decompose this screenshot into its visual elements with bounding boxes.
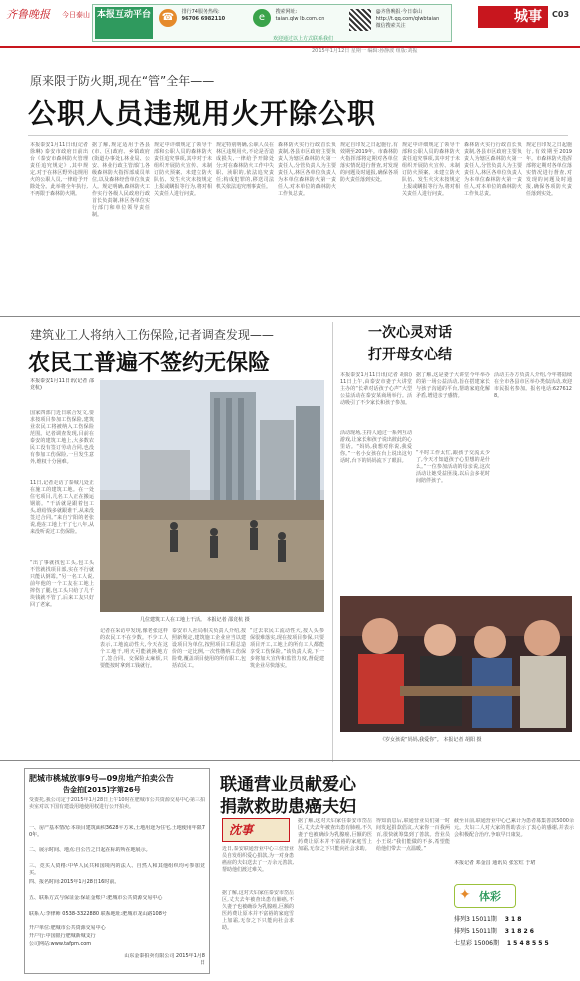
promo-banner [92, 4, 452, 42]
construction-photo-caption: 几位建筑工人在工地上干活。 本报记者 邵竞杭 摄 [140, 617, 250, 623]
lottery-label: 七星彩 15006期 [454, 940, 499, 947]
lottery-row [454, 938, 549, 947]
column-tag: 沈事 [229, 823, 254, 837]
promo-footer: 欢迎通过以上方式联系我们 [273, 36, 334, 42]
story4-col-3: 得知消息后,联通营业员们第一时间发起捐款倡议,大家你一百我两百,很快就筹集到了善款。营业员小王说:“我们能做的不多,希望能给他们带去一点温暖。” [376, 818, 450, 852]
lottery-row [454, 926, 534, 935]
story4-col-4: 截至目前,联通营业中心已累计为患者募集善款5000余元。夫妇二人对大家的帮助表示了衷心的感谢,并表示会积极配合治疗,争取早日康复。 [454, 818, 574, 838]
section-tag: 城事 [478, 6, 548, 28]
story2-col-1: 国家四部门近日联合发文,要求按项目参加工伤保险,建筑业农民工将被纳入工伤保险范围。记者调查发现,目前在泰安的建筑工地上,大多数农民工没有签订劳动合同,也没有参加工伤保险,一旦发生意外,维权十分困难。 [30, 410, 94, 465]
column-tag-box [222, 818, 290, 842]
lottery-numbers: 3 1 8 2 6 [504, 928, 534, 935]
story3-byline: 本报泰安1月11日讯(记者 胡阳) 11日上午,由泰安市妻子大讲堂主办的“长辈对话孩子心声”大型公益活动在泰安某商场举行。活动吸引了不少家长和孩子参加。 [340, 372, 412, 406]
masthead [0, 0, 580, 46]
story4-headline-1: 联通营业员献爱心 [220, 775, 356, 795]
hotline-label: 排行74服务热线: [181, 9, 220, 15]
story1-col-2: 据了解,规定适用于各县(市、区)政府、乡镇政府(街道办事处),林业局、公安、林业行政主管部门,各级森林防火指挥部成员单位,以及森林经营单位负责人。规定明确,森林防火工作实行各级人民政府行政首长负责制,林区各单位实行部门和单位领导责任制。 [92, 142, 150, 218]
web-label: 搜索网址: [275, 9, 298, 15]
auction-account: 开户单位:肥城市公共资源交易中心 [29, 925, 106, 931]
promo-title: 本报互动平台 [95, 7, 153, 39]
wechat-note: 微信搜索关注 [375, 23, 406, 29]
story1-col-1: 本报泰安1月11日讯(记者 徐琳) 泰安市政府日前出台《泰安市森林防火管理责任追究规定》,其中规定,对于在林区野外违规用火的公职人员,一律给予开除处分。此举将全年执行,不再限于森林防火期。 [30, 142, 88, 197]
lottery-numbers: 3 1 8 [504, 916, 522, 923]
auction-notice [24, 768, 210, 974]
story1-col-8: 森林防火实行行政首长负责制,各县市区政府主要负责人为辖区森林防火第一责任人,分管负责人为主要责任人,林区各单位负责人为本单位森林防火第一责任人,对本单位的森林防火工作负总责。 [464, 142, 522, 197]
web-url[interactable]: taian.qlw lb.com.cn [275, 16, 325, 22]
story1-col-5: 森林防火实行行政首长负责制,各县市区政府主要负责人为辖区森林防火第一责任人,分管负责人为主要责任人,林区各单位负责人为本单位森林防火第一责任人,对本单位的森林防火工作负总责。 [278, 142, 336, 197]
story2-kicker: 建筑业工人将纳入工伤保险,记者调查发现—— [30, 328, 274, 342]
story2-col-3: 泰安市人社局相关负责人介绍,按照新规定,建筑施工企业应当以建设项目为单位,按照项目工程总造价的一定比例,一次性缴纳工伤保险费,覆盖项目使用的所有职工,包括农民工。 [172, 628, 246, 669]
auction-item-4: 四、报名时间:2015年1月28日16时前。 [29, 879, 120, 885]
auction-bank: 开户行:中国银行肥城新城支行 [29, 933, 96, 939]
hotline-block [159, 9, 249, 35]
edition-name: 今日泰山 [62, 11, 90, 19]
story1-col-3: 规定中详细规定了领导干部和公职人员的森林防火责任追究事项,其中对于未组织开展防火宣传、未制订防火预案、未建立防火队伍、发生火灾未按规定上报或瞒报等行为,将对相关责任人进行问责。 [154, 142, 212, 197]
lottery-numbers: 1 5 4 8 5 5 5 [506, 940, 549, 947]
story3-col-2: 据了解,这是妻子大讲堂今年举办的第一场公益活动,旨在搭建家长与孩子沟通的平台,帮助家庭化解矛盾,增进亲子感情。 [416, 372, 490, 399]
phone-icon: ☎ [159, 9, 177, 27]
children-photo-image [340, 596, 572, 732]
story3-col-2b: “平时工作太忙,跟孩子交流太少了,今天才知道孩子心里想的是什么。”一位参加活动的母亲说,这次活动让她受益匪浅,以后会多花时间陪伴孩子。 [416, 450, 490, 484]
story4-headline-2: 捐款救助患癌夫妇 [220, 797, 356, 817]
story4-col-1: 近日,泰安联通营业中心三位营业员自发组织爱心捐款,为一对身患癌症的夫妇送去了一万余元善款,帮助他们渡过难关。 [222, 846, 294, 873]
auction-subtitle: 告金拍[2015]字第26号 [63, 786, 141, 794]
construction-photo-image [100, 380, 324, 612]
story2-col-4: “过去农民工流动性大,按人头参保很难落实,现在按项目参保,只要项目开工,工地上的所有工人都能享受工伤保险。”该负责人说,下一步将加大宣传和监管力度,督促建筑企业尽快落实。 [250, 628, 324, 669]
story3-headline-2: 打开母女心结 [368, 347, 452, 363]
story2-col-1c: “出了事就找包工头,包工头不管就找项目部,实在不行就只能认倒霉。”另一名工人说,前年他的一个工友在工地上摔伤了腿,包工头只给了几千块钱就不管了,后来工友只好回了老家。 [30, 560, 94, 608]
lottery-row [454, 914, 521, 923]
hotline-numbers: 96706 6982110 [181, 16, 226, 22]
story2-byline: 本报泰安1月11日讯(记者 邵竞杭) [30, 378, 94, 391]
story3-headline-1: 一次心灵对话 [368, 325, 452, 341]
story1-col-7: 规定中详细规定了领导干部和公职人员的森林防火责任追究事项,其中对于未组织开展防火宣传、未制订防火预案、未建立防火队伍、发生火灾未按规定上报或瞒报等行为,将对相关责任人进行问责。 [402, 142, 460, 197]
lottery-label: 排列5 15011期 [454, 928, 497, 935]
story2-col-2: 记者在采访中发现,像老张这样的农民工不在少数。不少工人表示,工地流动性大,今天在这个工地干,明天可能就换地方了,签合同、交保险太麻烦,只要能按时拿到工钱就行。 [100, 628, 168, 669]
story4-byline: 本报记者 邓金昌 通讯员 张宏红 于珺 [454, 860, 536, 866]
auction-item-2: 二、展示时间、地点:自公告之日起在标的所在地展示。 [29, 847, 151, 853]
weibo-label: @齐鲁晚报·今日泰山 [375, 9, 423, 15]
lottery-star-icon: ✦ [459, 887, 471, 903]
auction-item-3: 三、竞买人资格:中华人民共和国境内的法人、自然人和其他组织均可参加竞买。 [29, 863, 205, 876]
weibo-block [349, 9, 449, 35]
auction-title: 肥城市桃城放事9号—09房地产拍卖公告 [29, 774, 174, 783]
web-icon: e [253, 9, 271, 27]
story1-col-6: 规定自印发之日起施行,有效期至2019年。市森林防火指挥部将定期对各单位落实情况进行督查,对发现的问题及时通报,确保各项防火责任落到实处。 [340, 142, 398, 183]
auction-item-1: 一、房产基本情况:本项目建筑面积3628平方米,土地用途为住宅,土地使用年限70年。 [29, 825, 205, 838]
auction-item-5: 五、联系方式与保证金:保证金账户:肥城市公共资源交易中心 [29, 895, 163, 901]
weibo-url[interactable]: http://t.qq.com/qlwbtaian [375, 16, 440, 22]
newspaper-logo: 齐鲁晚报 [6, 8, 50, 21]
lottery-title: 体彩 [479, 890, 501, 903]
lottery-label: 排列3 15011期 [454, 916, 497, 923]
children-photo-caption: 《岁女孩说“妈妈,我爱你”。 本报记者 胡阳 摄 [380, 737, 482, 743]
auction-contact: 联系人:李律师 0538-3322880 联系地址:肥城市龙山路108号 [29, 911, 167, 917]
qr-code-icon [349, 9, 371, 31]
masthead-rule [0, 46, 580, 48]
story1-col-4: 规定特别明确,公职人员在林区违规用火,不论是否造成损失,一律给予开除处分;对在森林防火工作中失职、渎职的,依法追究责任;构成犯罪的,移送司法机关依法追究刑事责任。 [216, 142, 274, 190]
web-block [253, 9, 345, 35]
lottery-box [454, 884, 574, 974]
children-photo [340, 596, 572, 732]
story4-col-1b: 据了解,这对夫妇家住泰安市岱岳区,丈夫去年被查出患有肺癌,不久妻子也被确诊为乳腺癌,巨额的医药费让原本并不富裕的家庭雪上加霜,无奈之下只能向社会求助。 [222, 890, 294, 931]
auction-signature: 山东金泰拍卖有限公司 2015年1月8日 [124, 953, 205, 966]
story1-headline: 公职人员违规用火开除公职 [28, 97, 377, 130]
story3-col-3: 活动主办方负责人介绍,今年将陆续在全市各县市区举办类似活动,欢迎市民报名参加。报名电话:6276128。 [494, 372, 572, 399]
story4-col-2: 据了解,这对夫妇家住泰安市岱岳区,丈夫去年被查出患有肺癌,不久妻子也被确诊为乳腺癌,巨额的医药费让原本并不富裕的家庭雪上加霜,无奈之下只能向社会求助。 [298, 818, 372, 852]
date-line: 2015年1月12日 星期一 编辑:孙静波 组版:刘振 [312, 48, 418, 54]
construction-photo [100, 380, 324, 612]
story1-col-9: 规定自印发之日起施行,有效期至2019年。市森林防火指挥部将定期对各单位落实情况进行督查,对发现的问题及时通报,确保各项防火责任落到实处。 [526, 142, 572, 197]
story2-headline: 农民工普遍不签约无保险 [28, 351, 271, 376]
page-number: C03 [552, 10, 570, 19]
story3-col-1: 活动现场,主持人通过一系列互动游戏,让家长和孩子说出彼此的心里话。“妈妈,我想对你说,我爱你。”一名小女孩在台上说出这句话时,台下的妈妈流下了眼泪。 [340, 430, 412, 464]
story1-kicker: 原来限于防火期,现在“管”全年—— [30, 74, 215, 88]
auction-website: 公司网站:www.tafpm.com [29, 941, 92, 947]
story2-col-1b: 11日,记者走访了泰城几处正在施工的建筑工地。在一处住宅项目,几名工人正在搬运钢筋。“干活就是跟着包工头,谁给钱多就跟谁干,从来没签过合同。”来自宁阳的老张说,他在工地上干了七八年,从来没听说过工伤保险。 [30, 480, 94, 535]
auction-intro: 受委托,我公司定于2015年1月28日上午10时在肥城市公共资源交易中心第三拍卖室对以下国有建设用地使用权进行公开拍卖。 [29, 797, 205, 810]
